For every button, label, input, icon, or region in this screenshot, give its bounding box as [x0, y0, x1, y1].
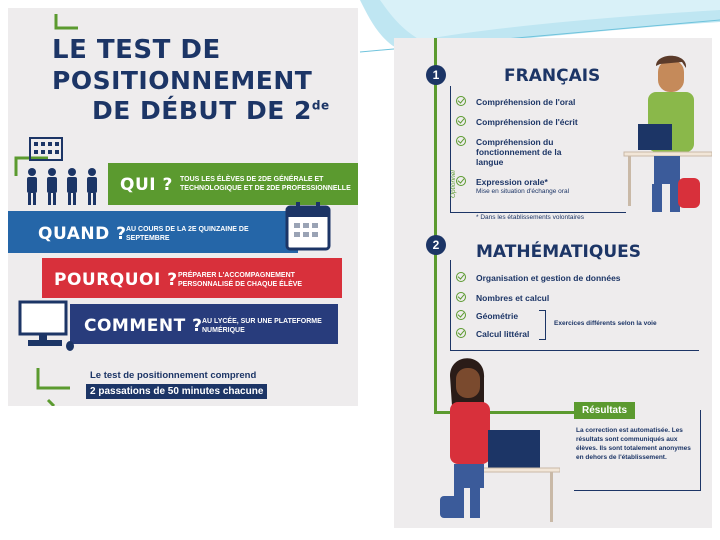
row-comment [70, 304, 338, 344]
row-quand-question: QUAND ? [38, 224, 127, 244]
francais-note: * Dans les établissements volontaires [476, 214, 585, 221]
title-line-2: POSITIONNEMENT [52, 66, 313, 95]
girl-at-computer-illustration [440, 356, 560, 526]
row-comment-description: AU LYCÉE, SUR UNE PLATEFORME NUMÉRIQUE [202, 318, 322, 334]
footer-line-1: Le test de positionnement comprend [90, 370, 257, 381]
maths-item-4: Calcul littéral [476, 329, 530, 339]
check-icon [456, 136, 466, 146]
maths-item-2: Nombres et calcul [476, 293, 550, 303]
maths-title: MATHÉMATIQUES [476, 242, 641, 262]
row-quand-description: AU COURS DE LA 2E QUINZAINE DE SEPTEMBRE [126, 226, 249, 242]
check-icon [456, 328, 466, 338]
students-group-icon [22, 166, 110, 210]
title-line-3: DE DÉBUT DE 2de [92, 96, 330, 125]
section-1-number: 1 [426, 65, 446, 85]
row-qui [108, 163, 358, 205]
timeline-line [434, 38, 437, 413]
section-2-number: 2 [426, 235, 446, 255]
francais-item-1: Compréhension de l'oral [476, 97, 576, 107]
check-icon [456, 116, 466, 126]
maths-item-1: Organisation et gestion de données [476, 273, 621, 283]
computer-icon [16, 298, 78, 354]
row-qui-question: QUI ? [120, 175, 173, 195]
check-icon [456, 96, 466, 106]
row-pourquoi [42, 258, 342, 298]
maths-bracket [539, 310, 546, 340]
check-icon [456, 292, 466, 302]
row-qui-description: TOUS LES ÉLÈVES DE 2DE GÉNÉRALE ET TECHNOLOGIQUE ET DE 2DE PROFESSIONNELLE [180, 176, 351, 192]
boy-at-computer-illustration [604, 52, 712, 222]
francais-item-4: Expression orale* [476, 177, 548, 187]
maths-item-3: Géométrie [476, 311, 519, 321]
optional-label: Optionnel [450, 170, 457, 198]
check-icon [456, 310, 466, 320]
francais-item-3: Compréhension du fonctionnement de la langue [476, 137, 562, 167]
francais-item-2: Compréhension de l'écrit [476, 117, 578, 127]
francais-title: FRANÇAIS [504, 66, 601, 86]
calendar-icon [284, 201, 332, 251]
check-icon [456, 272, 466, 282]
infographic-right-panel [394, 38, 712, 528]
results-title: Résultats [574, 402, 635, 419]
row-quand [8, 211, 298, 253]
row-comment-question: COMMENT ? [84, 316, 203, 336]
infographic-left-panel [8, 8, 358, 406]
maths-note: Exercices différents selon la voie [554, 320, 657, 327]
oral-subtitle: Mise en situation d'échange oral [476, 188, 570, 195]
school-building-icon [28, 132, 64, 162]
footer-line-2: 2 passations de 50 minutes chacune [86, 384, 267, 399]
row-pourquoi-question: POURQUOI ? [54, 270, 178, 290]
title-line-1: LE TEST DE [52, 35, 221, 65]
results-text: La correction est automatisée. Les résultats sont communiqués aux élèves. Ils sont totalement anonymes en dehors de l'établissement. [576, 427, 691, 461]
row-pourquoi-description: PRÉPARER L'ACCOMPAGNEMENT PERSONNALISÉ DE CHAQUE ÉLÈVE [178, 272, 303, 288]
